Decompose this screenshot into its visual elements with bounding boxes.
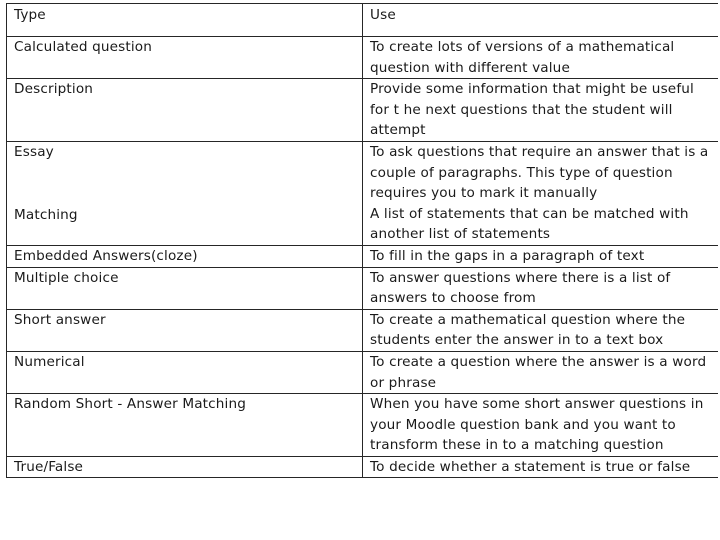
document-page: [6, 3, 718, 540]
cell-use: To decide whether a statement is true or false: [363, 456, 719, 478]
cell-type-merged: [7, 141, 363, 245]
table-row: [7, 79, 719, 142]
table-row: [7, 267, 719, 309]
table-row: [7, 245, 719, 267]
header-use: Use: [363, 4, 719, 37]
cell-type: Numerical: [7, 351, 363, 393]
cell-use: To answer questions where there is a list of answers to choose from: [363, 267, 719, 309]
cell-type: Description: [7, 79, 363, 142]
cell-type: Multiple choice: [7, 267, 363, 309]
table-row: [7, 351, 719, 393]
cell-spacer: [14, 163, 356, 184]
cell-use: A list of statements that can be matched with another list of statements: [370, 205, 689, 243]
cell-type: Short answer: [7, 309, 363, 351]
cell-use: To create lots of versions of a mathematical question with different value: [363, 37, 719, 79]
table-header-row: [7, 4, 719, 37]
cell-type: Calculated question: [7, 37, 363, 79]
header-type: Type: [7, 4, 363, 37]
table-row: [7, 141, 719, 245]
cell-use: When you have some short answer questions in your Moodle question bank and you want to transform these in to a matching question: [363, 394, 719, 457]
cell-type: Essay: [14, 143, 54, 160]
cell-type: Embedded Answers(cloze): [7, 245, 363, 267]
cell-type: Matching: [14, 206, 78, 223]
cell-use: To ask questions that require an answer that is a couple of paragraphs. This type of question requires you to mark it manually: [370, 143, 709, 202]
table-row: [7, 309, 719, 351]
cell-type: True/False: [7, 456, 363, 478]
cell-use: To create a mathematical question where the students enter the answer in to a text box: [363, 309, 719, 351]
cell-spacer: [14, 184, 356, 205]
cell-use-merged: [363, 141, 719, 245]
cell-use: To fill in the gaps in a paragraph of text: [363, 245, 719, 267]
table-row: [7, 394, 719, 457]
cell-use: To create a question where the answer is a word or phrase: [363, 351, 719, 393]
table-row: [7, 456, 719, 478]
table-row: [7, 37, 719, 79]
cell-use: Provide some information that might be useful for t he next questions that the student will attempt: [363, 79, 719, 142]
cell-type: Random Short - Answer Matching: [7, 394, 363, 457]
question-types-table: [6, 3, 718, 478]
